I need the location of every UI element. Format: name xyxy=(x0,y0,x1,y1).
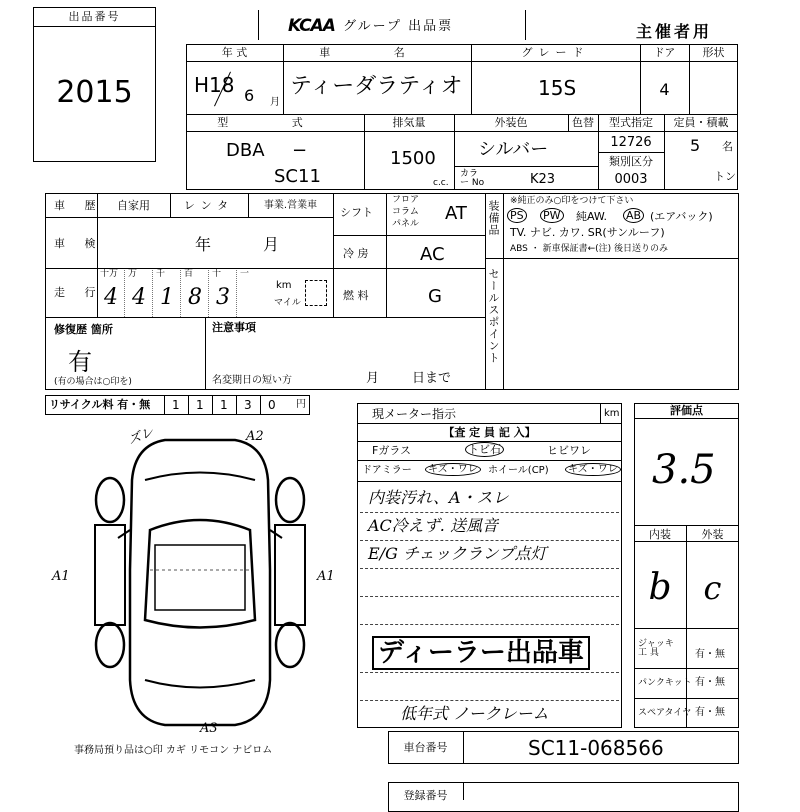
repair-value: 有 xyxy=(68,348,92,376)
shift-label: シフト xyxy=(340,206,373,219)
equip-pw[interactable]: PW xyxy=(540,210,564,221)
tool-puncture-value[interactable]: 有・無 xyxy=(695,677,725,688)
recycle-label: リサイクル料 有・無 xyxy=(49,398,151,411)
wheel-status[interactable]: キズ・ワレ xyxy=(565,465,621,475)
mileage-digit-label: 百 xyxy=(184,269,194,279)
interior-label: 内装 xyxy=(649,528,671,541)
recycle-digit: 1 xyxy=(196,398,204,412)
displacement-label: 排気量 xyxy=(392,116,426,129)
capacity-label: 定員・積載 xyxy=(673,116,729,129)
mile-label: マイル xyxy=(274,298,301,308)
diagram-footer: 事務局預り品は○印 カギ リモコン ナビロム xyxy=(74,745,273,756)
repair-note: (有の場合は○印を) xyxy=(54,377,132,387)
mileage-digit-label: 十万 xyxy=(100,269,119,279)
mileage-digit: 8 xyxy=(188,285,202,310)
name-change-month: 月 xyxy=(366,371,380,386)
mileage-digit: 3 xyxy=(216,285,230,310)
car-hood-line xyxy=(145,473,255,481)
caution-label: 注意事項 xyxy=(212,321,256,334)
chassis-value: SC11-068566 xyxy=(528,736,664,760)
exterior-label: 外装色 xyxy=(494,116,528,129)
ac-value: AC xyxy=(420,244,445,265)
chassis-label: 車台番号 xyxy=(403,741,448,754)
rating-label: 評価点 xyxy=(670,404,703,417)
wheel-rear-left xyxy=(96,623,124,667)
car-roof-outline xyxy=(155,545,245,610)
equip-ab[interactable]: AB xyxy=(623,210,644,221)
damage-mark-left: A1 xyxy=(52,569,70,584)
meter-unit: km xyxy=(604,408,620,419)
displacement-value: 1500 xyxy=(390,148,436,169)
damage-mark-right: A1 xyxy=(317,569,335,584)
history-private[interactable]: 自家用 xyxy=(117,199,150,212)
damage-mark-top-right: A2 xyxy=(246,429,264,444)
door-right xyxy=(275,525,305,625)
recycle-digit: 0 xyxy=(268,398,276,412)
model-label: 型 式 xyxy=(217,116,333,129)
mileage-digit: 1 xyxy=(160,285,174,310)
f-glass-label: Fガラス xyxy=(372,444,411,457)
grade-value: 15S xyxy=(538,76,577,100)
year-label: 年 式 xyxy=(221,46,248,59)
lot-number: 2015 xyxy=(56,75,133,110)
shift-option-panel[interactable]: パネル xyxy=(392,219,420,229)
capacity-value: 5 xyxy=(690,136,701,155)
color-swap-label: 色替 xyxy=(572,116,594,129)
door-mirror-label: ドアミラー xyxy=(362,465,412,476)
model-prefix: DBA xyxy=(226,140,265,161)
inspection-month: 月 xyxy=(263,235,280,254)
model-code: SC11 xyxy=(274,166,321,187)
equipment-note: ※純正のみ○印をつけて下さい xyxy=(510,196,634,206)
claim-note: 低年式 ノークレーム xyxy=(400,704,549,723)
salespoint-label: セールスポイント xyxy=(487,268,500,364)
car-diagram xyxy=(50,420,350,740)
ac-label: 冷 房 xyxy=(343,247,369,260)
recycle-digit: 1 xyxy=(220,398,228,412)
mileage-digit-label: 一 xyxy=(240,269,250,279)
exterior-label: 外装 xyxy=(701,528,724,541)
mileage-digit-label: 万 xyxy=(128,269,138,279)
inspector-title: 【査 定 員 記 入】 xyxy=(443,426,536,439)
type-spec-label: 型式指定 xyxy=(609,116,653,129)
type-spec-value: 12726 xyxy=(610,135,652,150)
exterior-value: シルバー xyxy=(478,139,549,160)
organizer-label: 主催者用 xyxy=(636,22,713,41)
capacity-unit: 名 xyxy=(722,140,733,153)
km-label: km xyxy=(276,280,292,291)
wheel-rear-right xyxy=(276,623,304,667)
name-value: ティーダラティオ xyxy=(290,74,463,99)
crack-label[interactable]: ヒビワレ xyxy=(547,444,591,457)
equip-row2[interactable]: TV. ナビ. カワ. SR(サンルーフ) xyxy=(510,226,665,239)
mirror-status[interactable]: キズ・ワレ xyxy=(425,465,481,475)
inspection-year: 年 xyxy=(195,235,212,254)
tool-puncture-label: パンクキット xyxy=(638,678,692,688)
car-trunk-line xyxy=(145,680,255,688)
mileage-digit: 4 xyxy=(104,285,118,310)
recycle-digit: 1 xyxy=(172,398,180,412)
header-title: グループ 出品票 xyxy=(343,19,454,34)
wheel-label: ホイール(CP) xyxy=(488,465,549,476)
recycle-unit: 円 xyxy=(296,399,306,410)
displacement-unit: c.c. xyxy=(433,178,449,188)
mile-check-box[interactable] xyxy=(305,280,327,306)
door-left xyxy=(95,525,125,625)
note-line-2: AC冷えず. 送風音 xyxy=(368,516,498,535)
shift-option-floor[interactable]: フロア xyxy=(392,195,420,205)
tool-spare-label: スペアタイヤ xyxy=(638,708,692,718)
chip-label[interactable]: トビ石 xyxy=(465,444,504,455)
history-rental[interactable]: レンタ xyxy=(183,199,235,212)
recycle-digit: 3 xyxy=(244,398,252,412)
mileage-digit-label: 千 xyxy=(156,269,166,279)
equipment-side-label: 装備品 xyxy=(487,200,500,236)
tool-jack-label: ジャッキ 工 具 xyxy=(638,639,674,658)
equip-airbag: (エアバック) xyxy=(650,210,713,223)
inspection-label: 車 検 xyxy=(54,237,104,250)
class-label: 類別区分 xyxy=(609,155,653,168)
name-change-label: 名変期日の短い方 xyxy=(212,375,292,386)
color-value: K23 xyxy=(530,172,556,187)
month-unit: 月 xyxy=(270,97,280,108)
history-business[interactable]: 事業.営業車 xyxy=(263,200,318,211)
history-label: 車 歴 xyxy=(54,199,104,212)
kcaa-logo: KCAA xyxy=(288,16,335,36)
wheel-front-right xyxy=(276,478,304,522)
shift-value: AT xyxy=(445,203,467,224)
dealer-stamp: ディーラー出品車 xyxy=(372,636,590,670)
doors-label: ドア xyxy=(653,46,676,59)
doors-value: 4 xyxy=(659,80,670,99)
mileage-digit-label: 十 xyxy=(212,269,222,279)
damage-mark-top-left: ズレ xyxy=(126,425,156,448)
repair-label: 修復歴 箇所 xyxy=(54,323,113,336)
load-unit: トン xyxy=(714,170,736,183)
color-label: カラー No xyxy=(460,169,485,188)
equip-aw[interactable]: 純AW. xyxy=(576,210,608,223)
damage-mark-bottom: A3 xyxy=(200,721,218,736)
model-dash: − xyxy=(292,140,308,161)
year-value: H18 xyxy=(194,73,235,97)
tool-jack-value[interactable]: 有・無 xyxy=(695,649,725,660)
mileage-label: 走 行 xyxy=(54,286,104,299)
lot-label: 出品番号 xyxy=(68,10,121,23)
rating-value: 3.5 xyxy=(652,447,716,493)
note-line-3: E/G チェックランプ点灯 xyxy=(368,544,547,563)
class-value: 0003 xyxy=(614,172,648,187)
meter-label: 現メーター指示 xyxy=(372,407,457,421)
mileage-digit: 4 xyxy=(132,285,146,310)
shift-option-column[interactable]: コラム xyxy=(392,207,419,217)
grade-label: グレード xyxy=(521,46,590,59)
equip-row3[interactable]: ABS ・ 新車保証書←(注) 後日送りのみ xyxy=(510,244,669,254)
car-cabin-outline xyxy=(145,520,255,628)
name-change-day: 日まで xyxy=(412,371,452,386)
note-line-1: 内装汚れ、A・スレ xyxy=(368,488,509,507)
equip-ps[interactable]: PS xyxy=(507,210,527,221)
name-label: 車 名 xyxy=(319,46,435,59)
interior-value: b xyxy=(648,567,672,608)
tool-spare-value[interactable]: 有・無 xyxy=(695,707,725,718)
fuel-label: 燃 料 xyxy=(343,289,369,302)
wheel-front-left xyxy=(96,478,124,522)
exterior-value: c xyxy=(703,569,722,607)
fuel-value: G xyxy=(428,286,442,307)
shape-label: 形状 xyxy=(702,46,725,59)
registration-label: 登録番号 xyxy=(403,789,448,802)
month-value: 6 xyxy=(244,86,255,105)
